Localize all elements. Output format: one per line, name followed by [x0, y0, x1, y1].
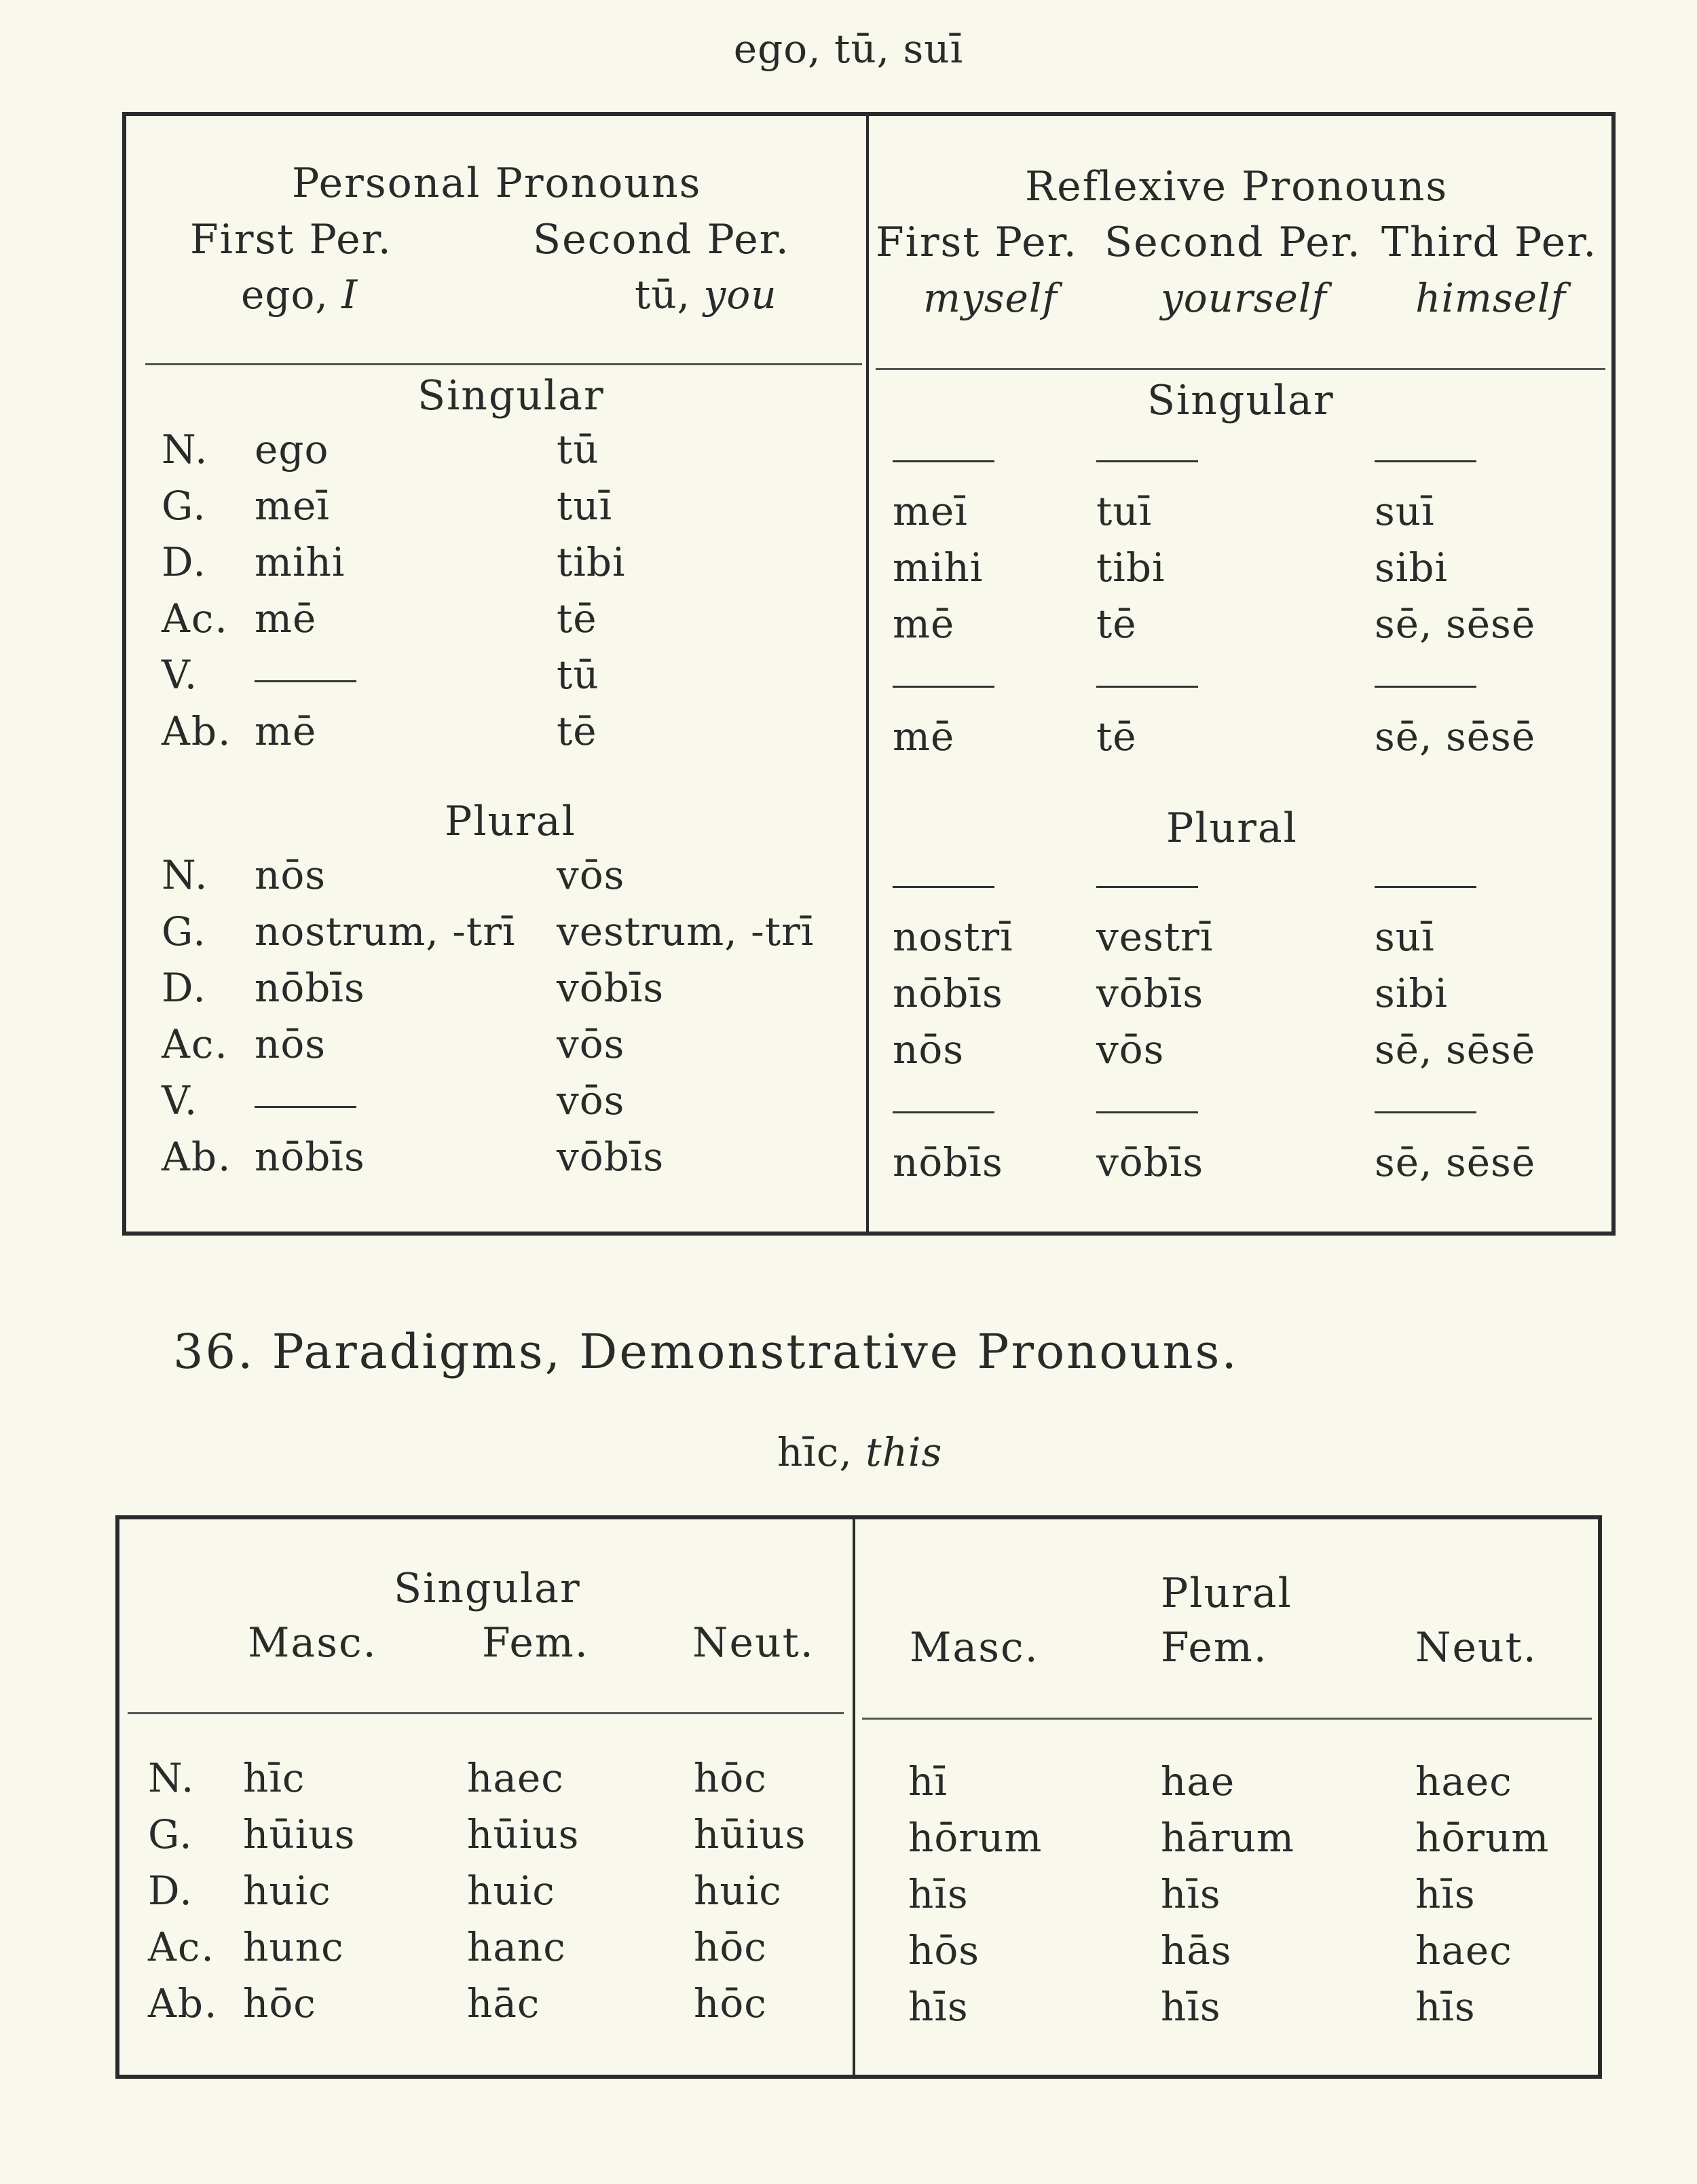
demonstrative-word: hīc, [777, 1429, 853, 1475]
table2-singular-cell: hīc [243, 1755, 305, 1801]
personal-pronouns-title: Personal Pronouns [292, 160, 702, 207]
table2-singular-cell: hanc [467, 1924, 566, 1970]
table1-cell-first: nōbīs [255, 1134, 365, 1180]
table1-cell-r1: meī [893, 488, 968, 534]
table1-cell-first: ego [255, 426, 329, 473]
table1-cell-case: N. [162, 852, 209, 898]
table1-cell-r1: mihi [893, 544, 984, 591]
table1-cell-r1: mē [893, 601, 955, 647]
table1-cell-r2: vōs [1096, 1026, 1165, 1073]
table1-cell-case: D. [162, 539, 207, 585]
table1-cell-case: Ab. [162, 1134, 232, 1180]
table2-case-label: N. [148, 1755, 195, 1801]
empty-form-dash [1096, 886, 1198, 888]
personal-second-latin: tū, [635, 272, 691, 318]
table1-cell-first: mē [255, 595, 317, 642]
table2-singular-label: Singular [394, 1565, 581, 1612]
table1-right-header-rule [876, 368, 1605, 370]
empty-form-dash [255, 1106, 356, 1108]
table1-cell-r2: vōbīs [1096, 970, 1204, 1016]
empty-form-dash [893, 460, 994, 462]
table1-cell-second: tē [557, 595, 597, 642]
empty-form-dash [1375, 886, 1476, 888]
table2-singular-cell: hunc [243, 1924, 344, 1970]
personal-second-person-head: Second Per. [533, 216, 790, 263]
table1-cell-case: V. [162, 1077, 199, 1124]
reflexive-first-meaning: myself [923, 275, 1058, 321]
table2-plural-cell: haec [1415, 1927, 1512, 1974]
table2-plural-cell: hīs [1415, 1984, 1476, 2030]
table1-cell-second: tuī [557, 483, 613, 529]
table2-singular-cell: hōc [694, 1924, 767, 1970]
page-header: ego, tū, suī [733, 26, 964, 72]
table1-cell-r2: vōbīs [1096, 1139, 1204, 1185]
table1-cell-case: V. [162, 652, 199, 698]
table1-cell-case: Ac. [162, 1021, 229, 1067]
empty-form-dash [1096, 1111, 1198, 1113]
reflexive-third-person-head: Third Per. [1381, 219, 1598, 266]
empty-form-dash [893, 686, 994, 688]
table2-plural-cell: hōrum [908, 1815, 1043, 1861]
empty-form-dash [1375, 460, 1476, 462]
table2-plural-cell: hīs [1161, 1871, 1221, 1917]
table2-plural-gender-head: Fem. [1161, 1624, 1268, 1671]
table2-vertical-divider [853, 1519, 855, 2075]
table2-case-label: Ab. [148, 1980, 219, 2026]
table2-plural-cell: hōs [908, 1927, 980, 1974]
table1-cell-case: Ac. [162, 595, 229, 642]
personal-singular-label: Singular [417, 372, 605, 420]
table1-cell-r3: sē, sēsē [1375, 1139, 1536, 1185]
empty-form-dash [1375, 1111, 1476, 1113]
table2-singular-gender-head: Neut. [692, 1619, 815, 1667]
table1-cell-r3: sē, sēsē [1375, 714, 1536, 760]
table1-cell-r1: nostrī [893, 914, 1013, 960]
demonstrative-subheading [777, 1429, 942, 1475]
table1-cell-r2: tibi [1096, 544, 1165, 591]
table2-plural-cell: hae [1161, 1758, 1235, 1804]
reflexive-plural-label: Plural [1166, 804, 1298, 852]
personal-plural-label: Plural [445, 798, 576, 845]
table1-cell-first: mē [255, 708, 317, 754]
table1-cell-r1: nōbīs [893, 970, 1003, 1016]
reflexive-second-meaning: yourself [1161, 275, 1327, 321]
table1-cell-first: mihi [255, 539, 346, 585]
table2-plural-cell: hīs [1415, 1871, 1476, 1917]
table2-singular-cell: hūius [694, 1811, 806, 1857]
table2-plural-gender-head: Masc. [910, 1624, 1039, 1671]
personal-second-meaning: you [703, 272, 777, 318]
table2-singular-gender-head: Fem. [482, 1619, 589, 1667]
table2-right-header-rule [862, 1718, 1592, 1720]
personal-first-person-head: First Per. [190, 216, 392, 263]
empty-form-dash [893, 886, 994, 888]
table1-left-header-rule [145, 363, 862, 365]
table1-cell-r2: tē [1096, 601, 1137, 647]
table1-cell-second: tibi [557, 539, 626, 585]
empty-form-dash [1375, 686, 1476, 688]
reflexive-third-meaning: himself [1415, 275, 1567, 321]
empty-form-dash [255, 680, 356, 682]
table1-cell-case: Ab. [162, 708, 232, 754]
table2-singular-cell: hōc [694, 1980, 767, 2026]
table1-cell-second: vōs [557, 1077, 625, 1124]
table2-singular-cell: haec [467, 1755, 564, 1801]
personal-first-word [241, 272, 358, 318]
table1-cell-second: tū [557, 652, 599, 698]
table1-cell-second: vōs [557, 1021, 625, 1067]
table2-plural-cell: hīs [1161, 1984, 1221, 2030]
demonstrative-meaning: this [865, 1429, 943, 1475]
table1-cell-case: G. [162, 483, 207, 529]
table1-cell-first: nostrum, -trī [255, 908, 516, 955]
demonstrative-table-frame [115, 1515, 1602, 2079]
table1-cell-r2: vestrī [1096, 914, 1214, 960]
table2-plural-cell: haec [1415, 1758, 1512, 1804]
table1-cell-r3: suī [1375, 914, 1435, 960]
table1-cell-second: vōbīs [557, 1134, 665, 1180]
table1-cell-first: nōbīs [255, 965, 365, 1011]
reflexive-pronouns-title: Reflexive Pronouns [1025, 163, 1449, 210]
table2-singular-cell: huic [467, 1868, 555, 1914]
table1-cell-first: nōs [255, 1021, 327, 1067]
table2-singular-cell: hōc [694, 1755, 767, 1801]
table2-plural-cell: hīs [908, 1984, 969, 2030]
table2-case-label: G. [148, 1811, 193, 1857]
table1-cell-second: vōbīs [557, 965, 665, 1011]
table2-singular-cell: hūius [467, 1811, 580, 1857]
section-number: 36. [173, 1324, 255, 1380]
table2-singular-cell: huic [694, 1868, 782, 1914]
table1-cell-r2: tuī [1096, 488, 1153, 534]
table1-cell-r1: mē [893, 714, 955, 760]
table1-cell-case: D. [162, 965, 207, 1011]
reflexive-first-person-head: First Per. [876, 219, 1078, 266]
table2-singular-cell: hūius [243, 1811, 356, 1857]
table2-singular-cell: hāc [467, 1980, 540, 2026]
table2-case-label: D. [148, 1868, 193, 1914]
table1-cell-r3: suī [1375, 488, 1435, 534]
table2-left-header-rule [128, 1712, 844, 1714]
table1-cell-r3: sē, sēsē [1375, 601, 1536, 647]
table2-singular-cell: huic [243, 1868, 331, 1914]
empty-form-dash [893, 1111, 994, 1113]
table1-cell-first: nōs [255, 852, 327, 898]
table1-cell-r1: nōbīs [893, 1139, 1003, 1185]
table2-case-label: Ac. [148, 1924, 215, 1970]
table1-cell-r3: sibi [1375, 544, 1448, 591]
table1-cell-r3: sibi [1375, 970, 1448, 1016]
personal-first-latin: ego, [241, 272, 329, 318]
table1-cell-second: vestrum, -trī [557, 908, 815, 955]
reflexive-singular-label: Singular [1147, 377, 1335, 424]
table1-cell-second: vōs [557, 852, 625, 898]
table2-plural-cell: hōrum [1415, 1815, 1550, 1861]
empty-form-dash [1096, 686, 1198, 688]
table2-singular-cell: hōc [243, 1980, 316, 2026]
table1-cell-second: tē [557, 708, 597, 754]
table1-cell-case: G. [162, 908, 207, 955]
table2-plural-cell: hās [1161, 1927, 1232, 1974]
empty-form-dash [1096, 460, 1198, 462]
table1-vertical-divider [866, 116, 869, 1232]
section-title: Paradigms, Demonstrative Pronouns. [272, 1324, 1239, 1380]
table2-plural-cell: hīs [908, 1871, 969, 1917]
table2-plural-cell: hārum [1161, 1815, 1295, 1861]
table1-cell-first: meī [255, 483, 330, 529]
table2-singular-gender-head: Masc. [248, 1619, 377, 1667]
table1-cell-r3: sē, sēsē [1375, 1026, 1536, 1073]
reflexive-second-person-head: Second Per. [1104, 219, 1362, 266]
table1-cell-case: N. [162, 426, 209, 473]
table2-plural-cell: hī [908, 1758, 948, 1804]
section-heading [173, 1324, 1239, 1380]
table1-cell-r2: tē [1096, 714, 1137, 760]
personal-second-word [635, 272, 777, 318]
personal-first-meaning: I [341, 272, 358, 318]
table2-plural-label: Plural [1161, 1570, 1292, 1617]
table1-cell-r1: nōs [893, 1026, 965, 1073]
table1-cell-second: tū [557, 426, 599, 473]
table2-plural-gender-head: Neut. [1415, 1624, 1537, 1671]
